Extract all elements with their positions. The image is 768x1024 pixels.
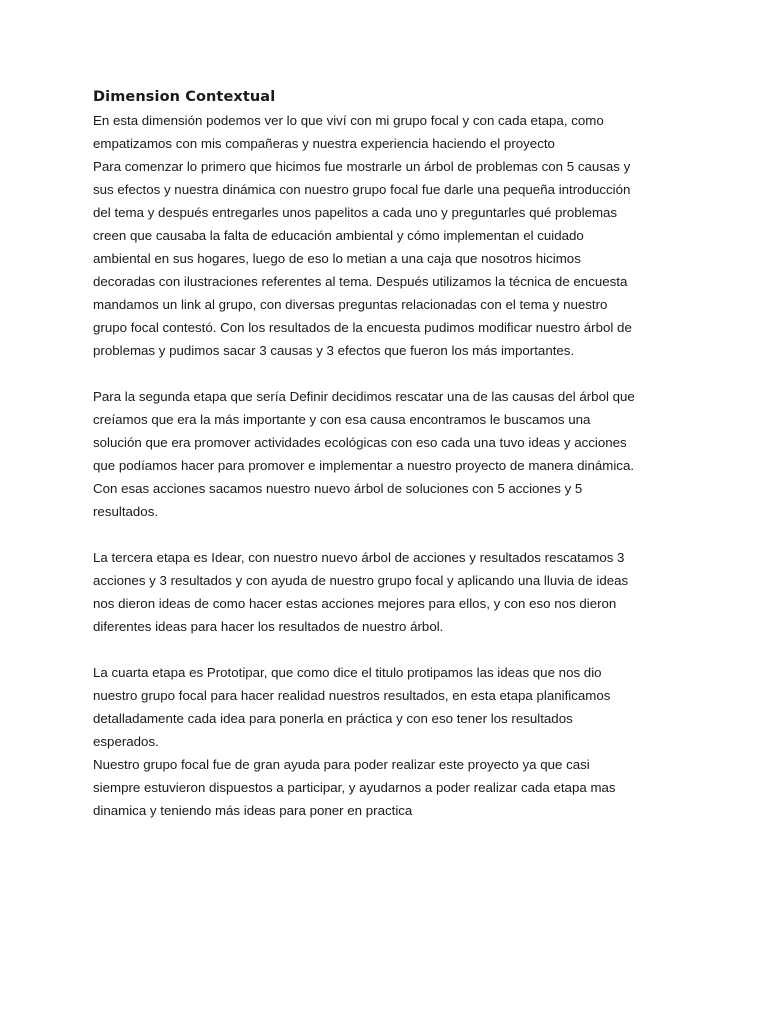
text-line: empatizamos con mis compañeras y nuestra experiencia haciendo el proyecto: [93, 136, 555, 151]
text-line: detalladamente cada idea para ponerla en práctica y con eso tener los resultados: [93, 711, 573, 726]
paragraph: [93, 661, 683, 822]
paragraph-spacer: [93, 523, 683, 546]
paragraph: [93, 546, 683, 638]
text-line: resultados.: [93, 504, 159, 519]
text-line: Nuestro grupo focal fue de gran ayuda para poder realizar este proyecto ya que casi: [93, 757, 590, 772]
text-line: problemas y pudimos sacar 3 causas y 3 efectos que fueron los más importantes.: [93, 343, 575, 358]
text-line: Para comenzar lo primero que hicimos fue mostrarle un árbol de problemas con 5 causas y: [93, 159, 631, 174]
text-line: La tercera etapa es Idear, con nuestro nuevo árbol de acciones y resultados rescatamos 3: [93, 550, 625, 565]
text-line: solución que era promover actividades ecológicas con eso cada una tuvo ideas y acciones: [93, 435, 627, 450]
text-line: decoradas con ilustraciones referentes al tema. Después utilizamos la técnica de encuesta: [93, 274, 628, 289]
text-line: La cuarta etapa es Prototipar, que como dice el titulo protipamos las ideas que nos dio: [93, 665, 602, 680]
text-line: nuestro grupo focal para hacer realidad nuestros resultados, en esta etapa planificamos: [93, 688, 611, 703]
document-title: Dimension Contextual: [93, 89, 276, 105]
paragraph-spacer: [93, 638, 683, 661]
text-line: Con esas acciones sacamos nuestro nuevo árbol de soluciones con 5 acciones y 5: [93, 481, 583, 496]
text-line: Para la segunda etapa que sería Definir decidimos rescatar una de las causas del árbol que: [93, 389, 635, 404]
text-line: nos dieron ideas de como hacer estas acciones mejores para ellos, y con eso nos dieron: [93, 596, 617, 611]
text-line: mandamos un link al grupo, con diversas preguntas relacionadas con el tema y nuestro: [93, 297, 608, 312]
paragraph-container: [93, 109, 683, 822]
paragraph: [93, 385, 683, 523]
text-line: creen que causaba la falta de educación ambiental y cómo implementan el cuidado: [93, 228, 584, 243]
document-body: [93, 86, 683, 822]
text-line: dinamica y teniendo más ideas para poner en practica: [93, 803, 413, 818]
text-line: del tema y después entregarles unos papelitos a cada uno y preguntarles qué problemas: [93, 205, 618, 220]
text-line: creíamos que era la más importante y con esa causa encontramos le buscamos una: [93, 412, 591, 427]
paragraph-spacer: [93, 362, 683, 385]
text-line: grupo focal contestó. Con los resultados de la encuesta pudimos modificar nuestro árbol de: [93, 320, 632, 335]
text-line: ambiental en sus hogares, luego de eso lo metian a una caja que nosotros hicimos: [93, 251, 581, 266]
text-line: esperados.: [93, 734, 159, 749]
text-line: En esta dimensión podemos ver lo que viví con mi grupo focal y con cada etapa, como: [93, 113, 604, 128]
text-line: diferentes ideas para hacer los resultados de nuestro árbol.: [93, 619, 444, 634]
text-line: que podíamos hacer para promover e implementar a nuestro proyecto de manera dinámica.: [93, 458, 635, 473]
paragraph: [93, 109, 683, 362]
text-line: siempre estuvieron dispuestos a participar, y ayudarnos a poder realizar cada etapa mas: [93, 780, 616, 795]
text-line: sus efectos y nuestra dinámica con nuestro grupo focal fue darle una pequeña introducción: [93, 182, 631, 197]
text-line: acciones y 3 resultados y con ayuda de nuestro grupo focal y aplicando una lluvia de ideas: [93, 573, 629, 588]
